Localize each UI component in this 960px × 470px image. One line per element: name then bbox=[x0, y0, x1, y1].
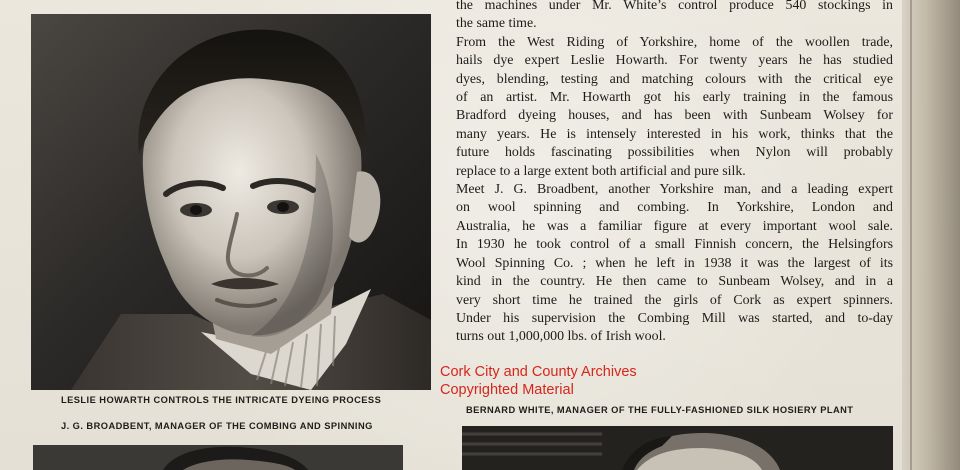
paragraph-broadbent bbox=[456, 181, 893, 347]
text-line: Wool Spinning Co. ; when he left in 1938 it was the largest of its bbox=[456, 255, 893, 271]
text-line: on wool spinning and combing. In Yorkshire, London and bbox=[456, 200, 893, 216]
text-line: very short time he trained the girls of Cork as expert spinners. bbox=[456, 292, 893, 308]
watermark-line-1: Cork City and County Archives bbox=[440, 364, 637, 380]
binding-line bbox=[910, 0, 912, 470]
broadbent-portrait-photo bbox=[33, 445, 403, 470]
white-photo-caption: BERNARD WHITE, MANAGER OF THE FULLY-FASHIONED SILK HOSIERY PLANT bbox=[466, 405, 854, 415]
text-line: the same time. bbox=[456, 16, 537, 32]
text-line: future holds fascinating possibilities when Nylon will probably bbox=[456, 145, 893, 161]
text-line: Bradford dyeing houses, and has been with Sunbeam Wolsey for bbox=[456, 108, 893, 124]
page-binding-edge bbox=[902, 0, 960, 470]
text-line: turns out 1,000,000 lbs. of Irish wool. bbox=[456, 329, 666, 345]
text-line: Meet J. G. Broadbent, another Yorkshire man, and a leading expert bbox=[456, 182, 893, 198]
text-line: dyes, blending, testing and matching colours with the critical eye bbox=[456, 71, 893, 87]
text-line: replace to a large extent both artificial and pure silk. bbox=[456, 163, 746, 179]
text-line: From the West Riding of Yorkshire, home of the woollen trade, bbox=[456, 34, 893, 50]
watermark-line-2: Copyrighted Material bbox=[440, 382, 574, 398]
howarth-photo-caption: LESLIE HOWARTH CONTROLS THE INTRICATE DYEING PROCESS bbox=[61, 395, 382, 405]
text-line: In 1930 he took control of a small Finnish concern, the Helsingfors bbox=[456, 237, 893, 253]
leslie-howarth-portrait-photo bbox=[31, 14, 431, 390]
text-line: Australia, he was a familiar figure at every important wool sale. bbox=[456, 218, 893, 234]
paragraph-howarth bbox=[456, 34, 893, 181]
text-line: kind in the country. He then came to Sunbeam Wolsey, and in a bbox=[456, 274, 893, 290]
text-line: hails dye expert Leslie Howarth. For twenty years he has studied bbox=[456, 53, 893, 69]
text-line: the machines under Mr. White’s control produce 540 stockings in bbox=[456, 0, 893, 13]
broadbent-photo-caption: J. G. BROADBENT, MANAGER OF THE COMBING AND SPINNING bbox=[61, 421, 373, 431]
text-line: Under his supervision the Combing Mill was started, and to-day bbox=[456, 310, 893, 326]
paragraph-continuation bbox=[456, 0, 893, 34]
archive-watermark bbox=[440, 363, 637, 399]
article-text-column bbox=[456, 0, 893, 347]
text-line: of an artist. Mr. Howarth got his early training in the famous bbox=[456, 90, 893, 106]
text-line: many years. He is intensely interested in his work, thinks that the bbox=[456, 126, 893, 142]
bernard-white-portrait-photo bbox=[462, 426, 893, 470]
